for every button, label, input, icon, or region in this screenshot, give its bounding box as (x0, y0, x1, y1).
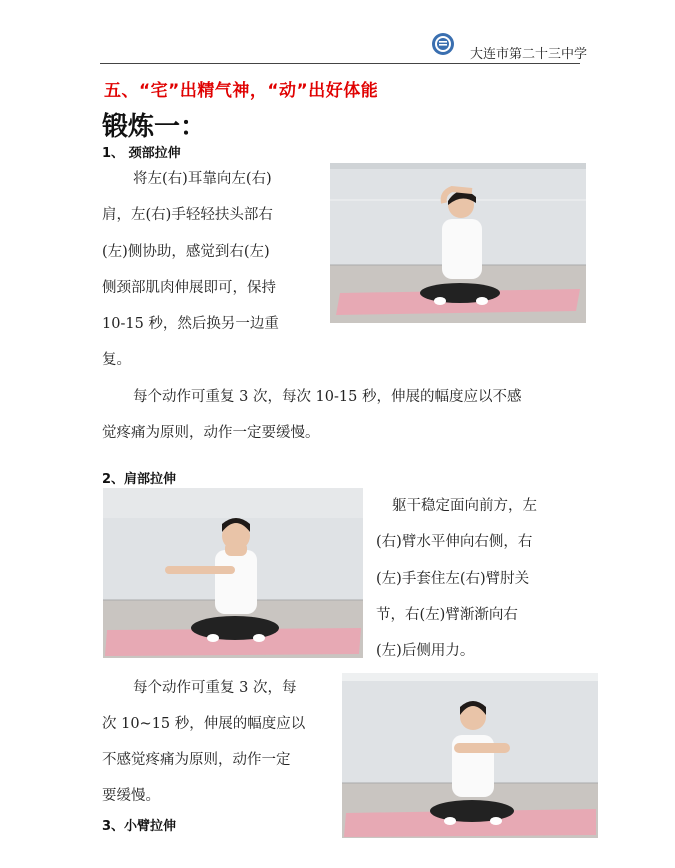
note-line: 次 10~15 秒，伸展的幅度应以 (102, 716, 306, 732)
note-line: 觉疼痛为原则，动作一定要缓慢。 (102, 425, 320, 441)
neck-stretch-photo (330, 163, 586, 323)
item-heading-forearm: 3、小臂拉伸 (102, 819, 177, 834)
text-line: 肩，左(右)手轻轻扶头部右 (102, 207, 273, 223)
text-line: 躯干稳定面向前方，左 (392, 498, 537, 514)
school-emblem-icon (431, 32, 455, 56)
text-line: 侧颈部肌肉伸展即可，保持 (102, 280, 276, 296)
text-line: 将左(右)耳靠向左(右) (133, 171, 272, 187)
text-line: (右)臂水平伸向右侧，右 (376, 534, 533, 550)
note-line: 每个动作可重复 3 次，每次 10-15 秒，伸展的幅度应以不感 (133, 389, 522, 405)
exercise-title: 锻炼一： (102, 112, 207, 142)
forearm-stretch-photo (342, 673, 598, 838)
note-line: 每个动作可重复 3 次，每 (133, 680, 297, 696)
text-line: 节，右(左)臂渐渐向右 (376, 607, 518, 623)
item-heading-neck: 1、 颈部拉伸 (102, 146, 181, 161)
text-line: (左)后侧用力。 (376, 643, 475, 659)
note-line: 不感觉疼痛为原则，动作一定 (102, 752, 291, 768)
note-line: 要缓慢。 (102, 788, 160, 804)
item-heading-shoulder: 2、肩部拉伸 (102, 472, 177, 487)
text-line: (左)手套住左(右)臂肘关 (376, 571, 530, 587)
text-line: 复。 (102, 352, 131, 368)
text-line: 10-15 秒，然后换另一边重 (102, 316, 279, 332)
section-title: 五、“宅”出精气神，“动”出好体能 (104, 81, 379, 101)
header-divider (100, 63, 580, 64)
text-line: (左)侧协助，感觉到右(左) (102, 244, 270, 260)
shoulder-stretch-photo (103, 488, 363, 658)
school-name: 大连市第二十三中学 (470, 47, 588, 62)
